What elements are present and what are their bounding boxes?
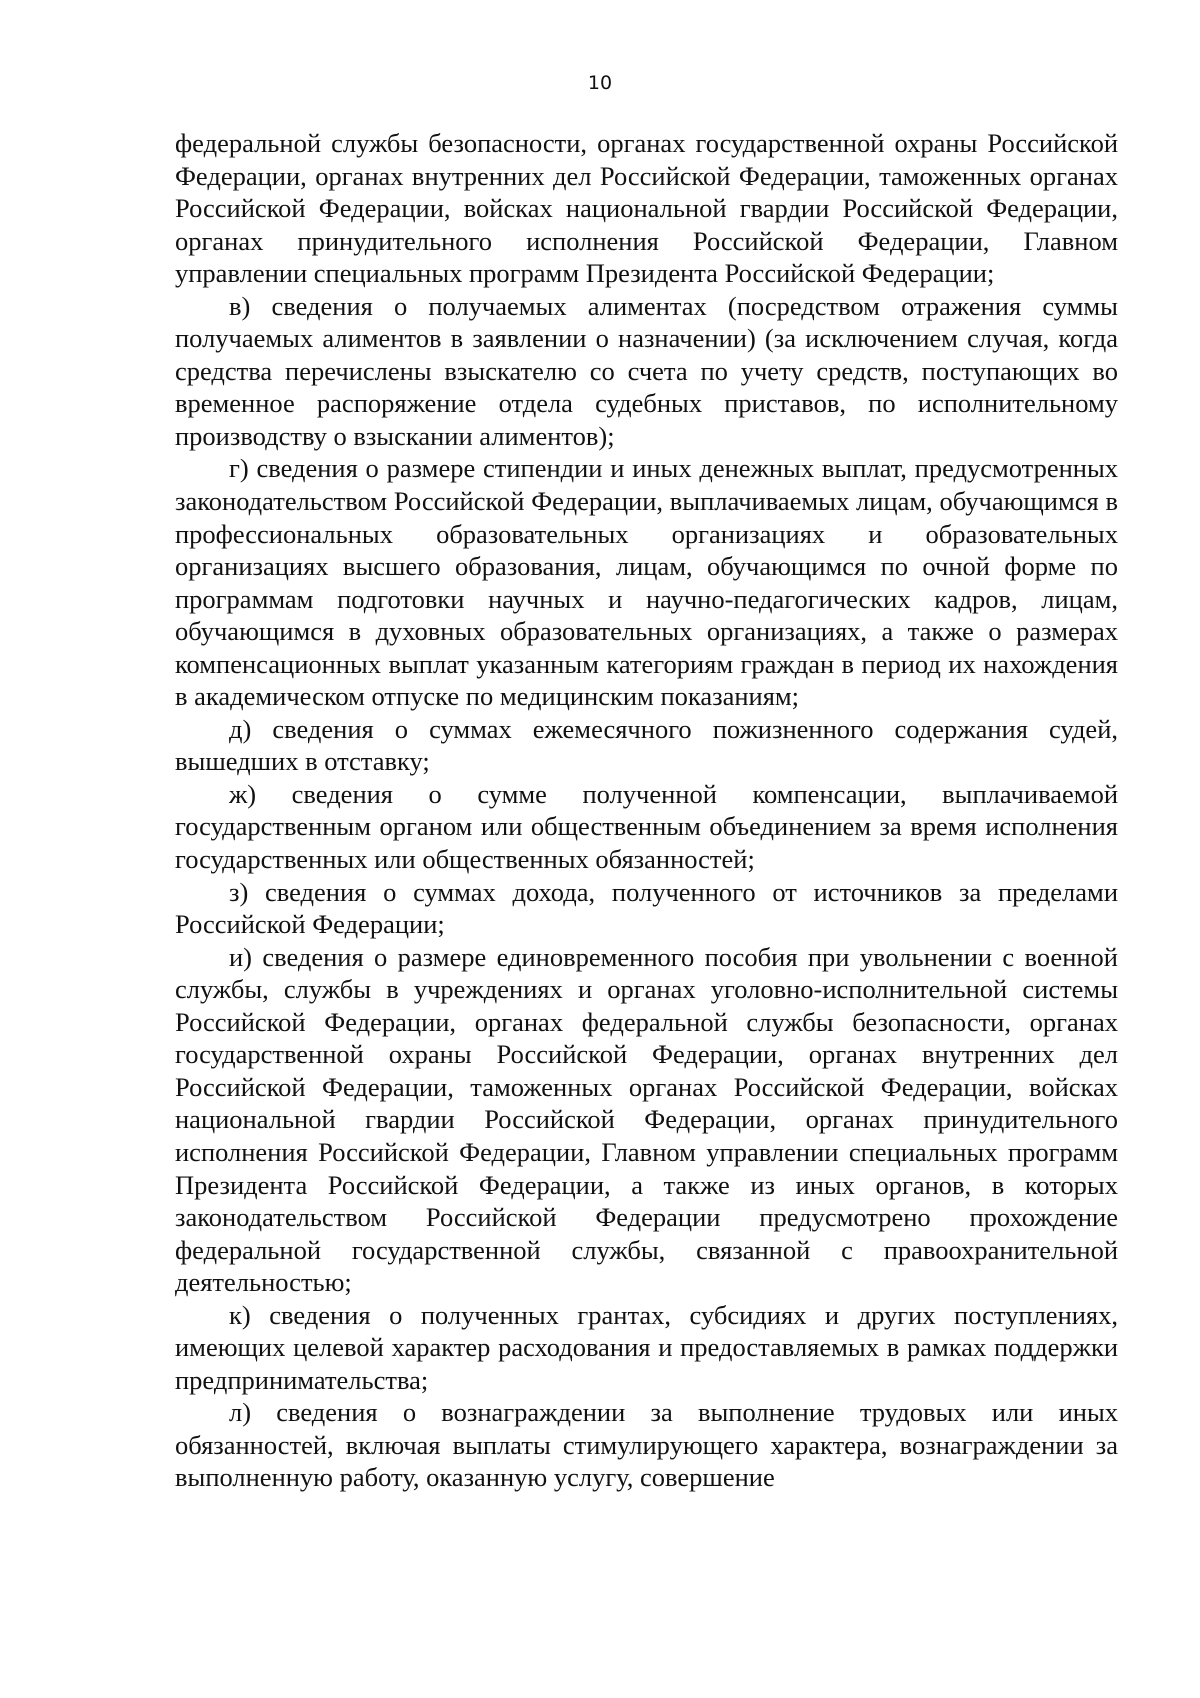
paragraph-item-i: и) сведения о размере единовременного пособия при увольнении с военной службы, службы в учреждениях и органах уголовно-исполнительной системы Российской Федерации, органах федеральной службы безопасности, органах государственной охраны Российской Федерации, органах внутренних дел Российской Федерации, таможенных органах Российской Федерации, войсках национальной гвардии Российской Федерации, органах принудительного исполнения Российской Федерации, Главном управлении специальных программ Президента Российской Федерации, а также из иных органов, в которых законодательством Российской Федерации предусмотрено прохождение федеральной государственной службы, связанной с правоохранительной деятельностью; <box>175 941 1118 1298</box>
paragraph-item-l: л) сведения о вознаграждении за выполнение трудовых или иных обязанностей, включая выплаты стимулирующего характера, вознаграждении за выполненную работу, оказанную услугу, совершение <box>175 1397 1118 1493</box>
paragraph-continuation: федеральной службы безопасности, органах государственной охраны Российской Федерации, органах внутренних дел Российской Федерации, таможенных органах Российской Федерации, войсках национальной гвардии Российской Федерации, органах принудительного исполнения Российской Федерации, Главном управлении специальных программ Президента Российской Федерации; <box>175 128 1118 289</box>
paragraph-item-k: к) сведения о полученных грантах, субсидиях и других поступлениях, имеющих целевой характер расходования и предоставляемых в рамках поддержки предпринимательства; <box>175 1299 1118 1395</box>
paragraph-item-g: г) сведения о размере стипендии и иных денежных выплат, предусмотренных законодательством Российской Федерации, выплачиваемых лицам, обучающимся в профессиональных образовательных организациях и образовательных организациях высшего образования, лицам, обучающимся по очной форме по программам подготовки научных и научно-педагогических кадров, лицам, обучающимся в духовных образовательных организациях, а также о размерах компенсационных выплат указанным категориям граждан в период их нахождения в академическом отпуске по медицинским показаниям; <box>175 453 1118 712</box>
page-number: 10 <box>587 72 613 94</box>
paragraph-item-d: д) сведения о суммах ежемесячного пожизненного содержания судей, вышедших в отставку; <box>175 713 1118 777</box>
paragraph-item-z: з) сведения о суммах дохода, полученного от источников за пределами Российской Федерации; <box>175 876 1118 940</box>
paragraph-item-zh: ж) сведения о сумме полученной компенсации, выплачиваемой государственным органом или общественным объединением за время исполнения государственных или общественных обязанностей; <box>175 778 1118 875</box>
document-body <box>175 127 1118 1494</box>
paragraph-item-v: в) сведения о получаемых алиментах (посредством отражения суммы получаемых алиментов в заявлении о назначении) (за исключением случая, когда средства перечислены взыскателю со счета по учету средств, поступающих во временное распоряжение отдела судебных приставов, по исполнительному производству о взыскании алиментов); <box>175 290 1118 451</box>
